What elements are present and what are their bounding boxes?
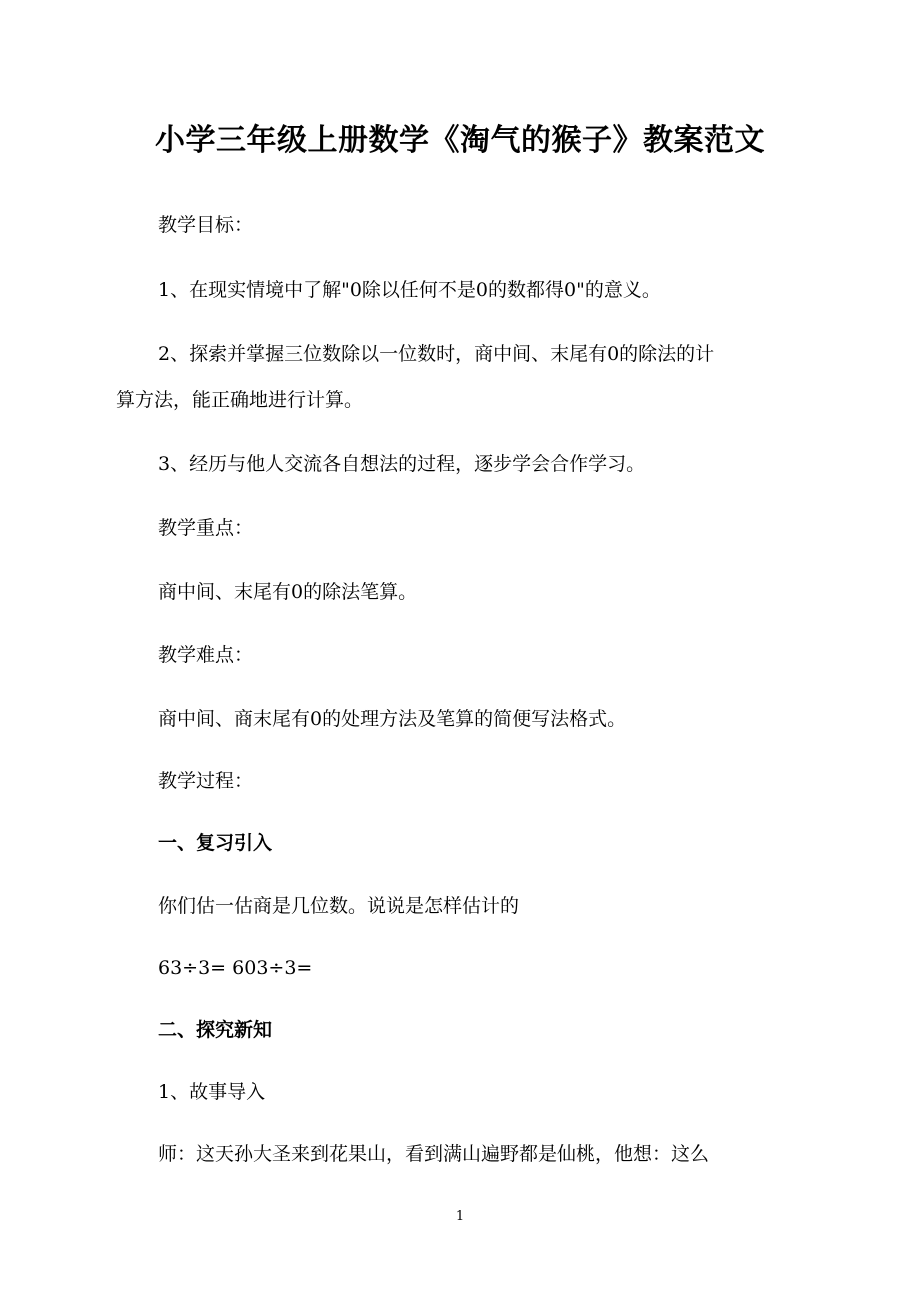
objective-item-3: 3、经历与他人交流各自想法的过程，逐步学会合作学习。 xyxy=(158,453,646,475)
section-label-objectives: 教学目标： xyxy=(158,214,254,236)
document-title: 小学三年级上册数学《淘气的猴子》教案范文 xyxy=(155,123,765,158)
page-number: 1 xyxy=(455,1209,465,1224)
section-heading-review: 一、复习引入 xyxy=(158,832,273,854)
section-label-key-points: 教学重点： xyxy=(158,517,254,539)
review-equations: 63÷3= 603÷3= xyxy=(158,957,313,979)
objective-item-2-continued: 算方法，能正确地进行计算。 xyxy=(116,389,364,411)
section-heading-explore: 二、探究新知 xyxy=(158,1019,273,1041)
review-prompt: 你们估一估商是几位数。说说是怎样估计的 xyxy=(158,895,520,917)
objective-item-1: 1、在现实情境中了解"0除以任何不是0的数都得0"的意义。 xyxy=(158,279,661,301)
difficulty-text: 商中间、商末尾有0的处理方法及笔算的简便写法格式。 xyxy=(158,708,627,730)
explore-item-1: 1、故事导入 xyxy=(158,1081,266,1103)
objective-item-2: 2、探索并掌握三位数除以一位数时，商中间、末尾有0的除法的计 xyxy=(158,343,715,365)
key-point-text: 商中间、末尾有0的除法笔算。 xyxy=(158,581,418,603)
section-label-process: 教学过程： xyxy=(158,770,254,792)
story-text: 师：这天孙大圣来到花果山，看到满山遍野都是仙桃，他想：这么 xyxy=(158,1143,710,1165)
section-label-difficulties: 教学难点： xyxy=(158,644,254,666)
